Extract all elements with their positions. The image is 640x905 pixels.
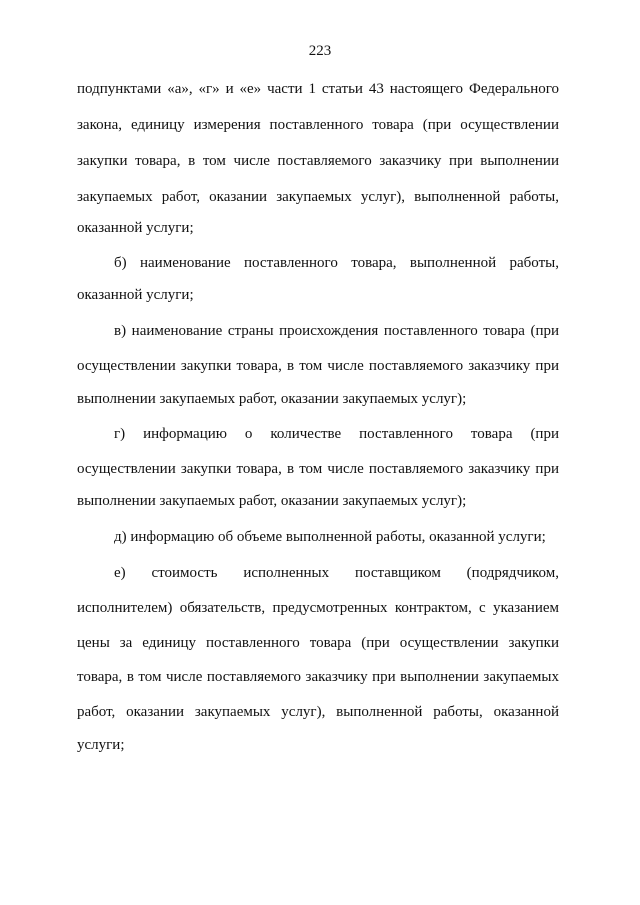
text-line: осуществлении закупки товара, в том числе поставляемого заказчику при xyxy=(77,461,559,477)
text-line: услуги; xyxy=(77,737,125,753)
text-line: е) стоимость исполненных поставщиком (подрядчиком, xyxy=(114,565,559,581)
text-line: закупки товара, в том числе поставляемого заказчику при выполнении xyxy=(77,153,559,169)
text-line: оказанной услуги; xyxy=(77,287,194,303)
text-line: выполнении закупаемых работ, оказании закупаемых услуг); xyxy=(77,493,467,509)
text-line: выполнении закупаемых работ, оказании закупаемых услуг); xyxy=(77,391,467,407)
text-line: д) информацию об объеме выполненной работы, оказанной услуги; xyxy=(114,529,546,545)
text-line: в) наименование страны происхождения поставленного товара (при xyxy=(114,323,559,339)
text-line: исполнителем) обязательств, предусмотренных контрактом, с указанием xyxy=(77,600,559,616)
text-line: оказанной услуги; xyxy=(77,220,194,236)
text-line: закона, единицу измерения поставленного товара (при осуществлении xyxy=(77,117,559,133)
text-line: цены за единицу поставленного товара (при осуществлении закупки xyxy=(77,635,559,651)
text-line: закупаемых работ, оказании закупаемых услуг), выполненной работы, xyxy=(77,189,559,205)
page-number: 223 xyxy=(308,43,332,59)
text-line: товара, в том числе поставляемого заказчику при выполнении закупаемых xyxy=(77,669,559,685)
text-line: осуществлении закупки товара, в том числе поставляемого заказчику при xyxy=(77,358,559,374)
text-line: г) информацию о количестве поставленного товара (при xyxy=(114,426,559,442)
text-line: подпунктами «а», «г» и «е» части 1 статьи 43 настоящего Федерального xyxy=(77,81,559,97)
text-line: б) наименование поставленного товара, выполненной работы, xyxy=(114,255,559,271)
text-line: работ, оказании закупаемых услуг), выполненной работы, оказанной xyxy=(77,704,559,720)
